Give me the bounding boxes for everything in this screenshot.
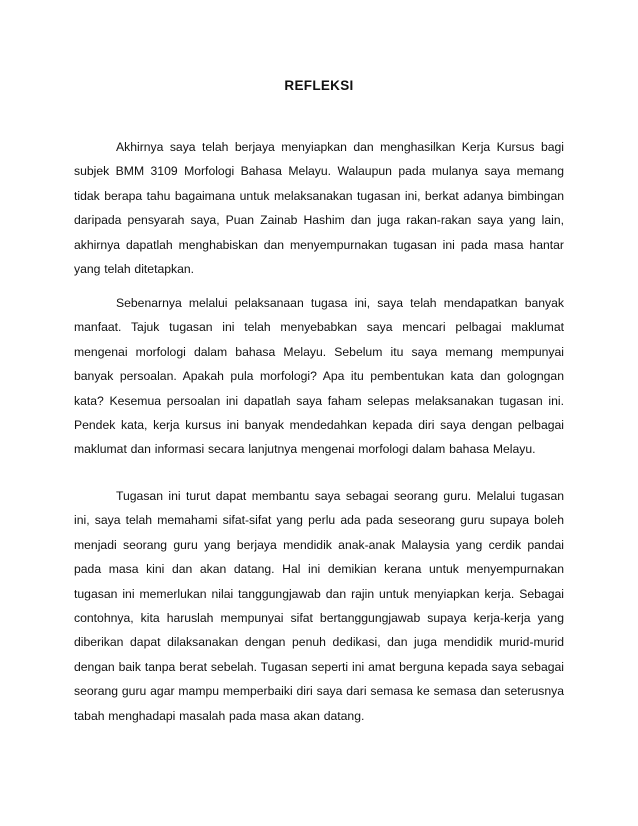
document-title: REFLEKSI — [284, 78, 354, 93]
paragraph-1: Akhirnya saya telah berjaya menyiapkan dan menghasilkan Kerja Kursus bagi subjek BMM 3109 Morfologi Bahasa Melayu. Walaupun pada mulanya saya memang tidak berapa tahu bagaimana untuk melaksanakan tugasan ini, berkat adanya bimbingan daripada pensyarah saya, Puan Zainab Hashim dan juga rakan-rakan saya yang lain, akhirnya dapatlah menghabiskan dan menyempurnakan tugasan ini pada masa hantar yang telah ditetapkan. — [74, 140, 564, 277]
paragraph-2: Sebenarnya melalui pelaksanaan tugasa ini, saya telah mendapatkan banyak manfaat. Tajuk tugasan ini telah menyebabkan saya mencari pelbagai maklumat mengenai morfologi dalam bahasa Melayu. Sebelum itu saya memang mempunyai banyak persoalan. Apakah pula morfologi? Apa itu pembentukan kata dan gologngan kata? Kesemua persoalan ini dapatlah saya faham selepas melaksanakan tugasan ini. Pendek kata, kerja kursus ini banyak mendedahkan kepada diri saya dengan pelbagai maklumat dan informasi secara lanjutnya mengenai morfologi dalam bahasa Melayu. — [74, 296, 564, 457]
paragraph-3: Tugasan ini turut dapat membantu saya sebagai seorang guru. Melalui tugasan ini, saya telah memahami sifat-sifat yang perlu ada pada seseorang guru supaya boleh menjadi seorang guru yang berjaya mendidik anak-anak Malaysia yang cerdik pandai pada masa kini dan akan datang. Hal ini demikian kerana untuk menyempurnakan tugasan ini memerlukan nilai tanggungjawab dan rajin untuk menyiapkan kerja. Sebagai contohnya, kita haruslah mempunyai sifat bertanggungjawab supaya kerja-kerja yang diberikan dapat dilaksanakan dengan penuh dedikasi, dan juga mendidik murid-murid dengan baik tanpa berat sebelah. Tugasan seperti ini amat berguna kepada saya sebagai seorang guru agar mampu memperbaiki diri saya dari semasa ke semasa dan seterusnya tabah menghadapi masalah pada masa akan datang. — [74, 489, 564, 723]
